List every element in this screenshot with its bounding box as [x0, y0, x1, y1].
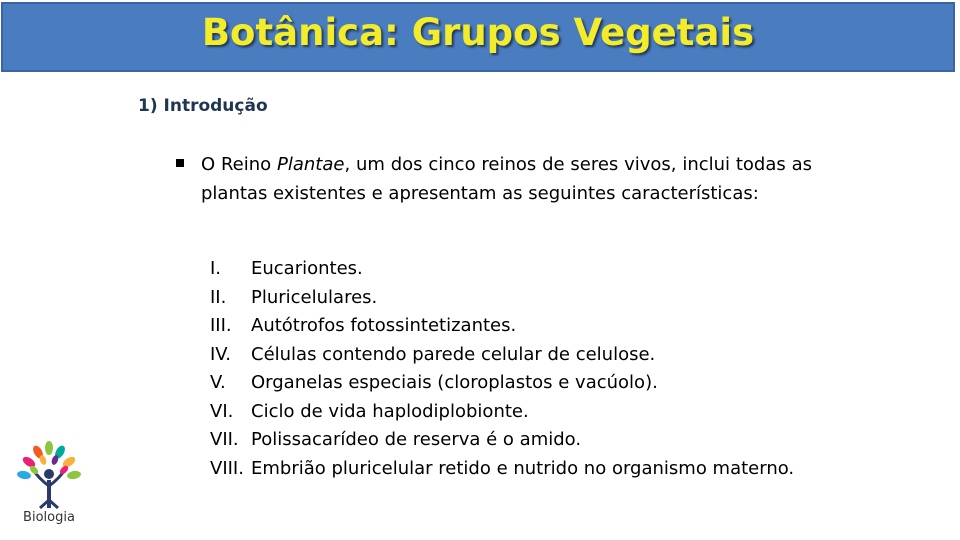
list-item: [210, 284, 812, 313]
list-item-text: Eucariontes.: [251, 258, 363, 279]
characteristics-list: [210, 255, 812, 483]
list-item-number: II.: [210, 286, 227, 308]
list-item-number: I.: [210, 258, 222, 279]
list-item: [210, 455, 812, 484]
list-item-text: Autótrofos fotossintetizantes.: [251, 315, 517, 336]
list-item: [210, 255, 812, 284]
list-item-number: V.: [210, 372, 226, 393]
list-item: [210, 426, 812, 455]
list-item: [210, 312, 812, 341]
section-heading: 1) Introdução: [138, 96, 268, 116]
list-item: [210, 341, 812, 370]
intro-text: [201, 150, 812, 208]
square-bullet-icon: [176, 159, 184, 167]
intro-text-end: , um dos cinco reinos de seres vivos, inclui todas as plantas existentes e apresentam as seguintes características:: [201, 154, 812, 204]
list-item: [210, 398, 812, 427]
list-item: [210, 369, 812, 398]
list-item-text: Células contendo parede celular de celulose.: [251, 343, 656, 365]
list-item-number: IV.: [210, 343, 232, 365]
logo-label: Biologia: [23, 510, 75, 525]
list-item-text: Embrião pluricelular retido e nutrido no organismo materno.: [251, 457, 795, 479]
list-item-number: VIII.: [210, 457, 244, 479]
intro-text-start: O Reino: [201, 154, 277, 175]
list-item-number: III.: [210, 315, 232, 336]
list-item-number: VII.: [210, 429, 239, 450]
list-item-text: Pluricelulares.: [251, 286, 378, 308]
list-item-number: VI.: [210, 400, 234, 422]
title-bar: [1, 2, 955, 72]
tree-person-logo-icon: [14, 438, 84, 510]
intro-bullet: [176, 150, 812, 208]
intro-text-italic: Plantae: [276, 154, 345, 175]
list-item-text: Organelas especiais (cloroplastos e vacúolo).: [251, 372, 658, 393]
list-item-text: Ciclo de vida haplodiplobionte.: [251, 400, 529, 422]
list-item-text: Polissacarídeo de reserva é o amido.: [251, 429, 582, 450]
biologia-logo: [14, 438, 84, 530]
page-title: Botânica: Grupos Vegetais: [201, 11, 755, 54]
